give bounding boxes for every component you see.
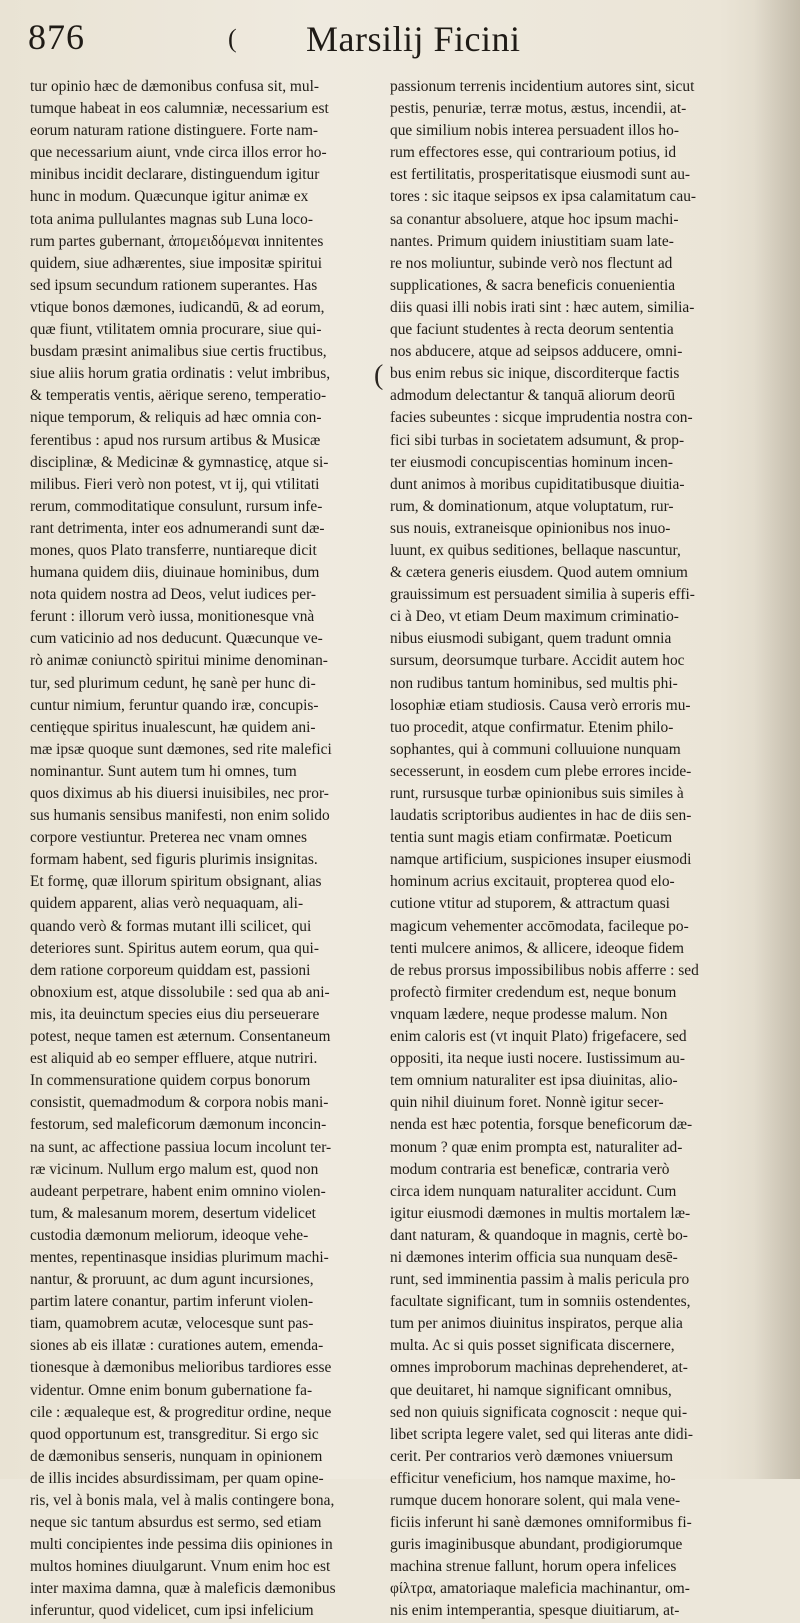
text-line: custodia dæmonum meliorum, ideoque vehe- <box>30 1226 309 1244</box>
text-line: rum, & dominationum, atque voluptatum, rur- <box>390 497 674 515</box>
text-line: multa. Ac si quis posset significata discernere, <box>390 1337 675 1355</box>
text-line: tentia sunt magis etiam confirmatæ. Poeticum <box>390 829 673 847</box>
text-line: cum vaticinio ad nos deducunt. Quæcunque ve- <box>30 630 323 648</box>
text-line: hunc in modum. Quæcunque igitur animæ ex <box>30 188 309 206</box>
text-line: tem omnium naturaliter est ipsa diuinitas, alio- <box>390 1072 678 1090</box>
text-line: que necessarium aiunt, vnde circa illos error ho- <box>30 144 327 162</box>
text-line: machina strenue fallunt, horum opera infelices <box>390 1558 677 1576</box>
text-line: fici sibi turbas in societatem adsumunt, & prop- <box>390 431 685 449</box>
text-line: tuo procedit, atque confirmatur. Etenim philo- <box>390 718 674 736</box>
text-line: multi concipientes inde pessima diis opiniones in <box>30 1536 333 1554</box>
text-line: siones ab eis illatæ : curationes autem, emenda- <box>30 1337 324 1355</box>
text-line: tur, sed plurimum cedunt, hę sanè per hunc di- <box>30 674 316 692</box>
text-line: tur opinio hæc de dæmonibus confusa sit, mul- <box>30 78 319 95</box>
text-line: hominum acrius excitauit, propterea quod elo- <box>390 873 675 891</box>
text-line: cuntur nimium, feruntur quando iræ, concupis- <box>30 696 319 714</box>
text-line: nota quidem nostra ad Deos, velut iudices per- <box>30 586 317 604</box>
text-line: na sunt, ac affectione passiua locum incolunt ter- <box>30 1138 332 1156</box>
text-line: sophantes, qui à communi colluuione nunquam <box>390 740 681 758</box>
text-line: tiam, quamobrem acutæ, velocesque sunt pas- <box>30 1315 314 1333</box>
text-line: magicum vehementer accōmodata, facileque po- <box>390 917 689 935</box>
text-line: quod opportunum est, transgreditur. Si ergo sic <box>30 1425 319 1443</box>
text-line: luunt, ex quibus seditiones, bellaque nascuntur, <box>390 541 681 559</box>
text-line: de rebus prorsus impossibilibus nobis afferre : sed <box>390 961 699 979</box>
text-line: inter maxima damna, quæ à maleficis dæmonibus <box>30 1580 336 1598</box>
text-line: busdam præsint animalibus siue certis fructibus, <box>30 343 327 361</box>
text-line: minibus incidit declarare, distinguendum igitur <box>30 166 320 184</box>
text-line: formam habent, sed figuris plurimis insignitas. <box>30 851 318 869</box>
text-line: nominantur. Sunt autem tum hi omnes, tum <box>30 762 297 780</box>
text-line: losophiæ etiam studiosis. Causa verò erroris mu- <box>390 696 691 714</box>
text-line: quidem apparent, alias verò nequaquam, ali- <box>30 895 304 913</box>
text-line: mentes, repentinasque insidias plurimum machi- <box>30 1248 329 1266</box>
text-line: guris imaginibusque abundant, prodigiorumque <box>390 1536 683 1554</box>
text-line: passionum terrenis incidentium autores sint, sicut <box>390 78 695 95</box>
text-line: φίλτρα, amatoriaque maleficia machinantur, om- <box>390 1580 690 1598</box>
text-line: nis enim intemperantia, spesque diuitiarum, at- <box>390 1602 680 1620</box>
page-edge-shadow <box>754 0 800 1479</box>
text-line: quin nihil diuinum foret. Nonnè igitur secer- <box>390 1094 664 1112</box>
text-line: dem ratione corporeum quiddam est, passioni <box>30 961 311 979</box>
text-line: bus enim rebus sic inique, discorditerque factis <box>390 365 680 383</box>
text-line: nenda est hæc potentia, forsque beneficorum dæ- <box>390 1116 693 1134</box>
text-line: monum ? quæ enim prompta est, naturaliter ad- <box>390 1138 683 1156</box>
text-line: sus nouis, extraneisque opinionibus nos inuo- <box>390 519 671 537</box>
text-line: & temperatis ventis, aërique sereno, temperatio- <box>30 387 327 405</box>
text-line: grauissimum est persuadent similia à superis effi- <box>390 586 695 604</box>
text-line: Et formę, quæ illorum spiritum obsignant, alias <box>30 873 322 891</box>
text-line: tum per animos diuinitus inspiratos, perque alia <box>390 1315 683 1333</box>
text-line: diis quasi illi nobis irati sint : hæc autem, similia- <box>390 298 695 316</box>
text-line: milibus. Fieri verò non potest, vt ij, qui vtilitati <box>30 475 320 493</box>
text-line: omnes improborum machinas deprehenderet, at- <box>390 1359 688 1377</box>
page-number: 876 <box>28 17 85 57</box>
text-line: de dæmonibus senseris, nunquam in opinionem <box>30 1447 323 1465</box>
text-line: modum contraria est beneficæ, contraria verò <box>390 1160 670 1178</box>
text-line: runt, sed imminentia passim à malis pericula pro <box>390 1271 690 1289</box>
text-line: festorum, sed maleficorum dæmonum inconcin- <box>30 1116 327 1134</box>
text-line: sed non quiuis significata cognoscit : neque qui- <box>390 1403 688 1421</box>
page-header <box>28 14 758 70</box>
text-line: dant naturam, & quandoque in magnis, certè bo- <box>390 1226 688 1244</box>
text-line: admodum delectantur & tanquā aliorum deorū <box>390 387 676 405</box>
text-line: deteriores sunt. Spiritus autem eorum, qua qui- <box>30 939 319 957</box>
text-line: vnquam lædere, neque prodesse malum. Non <box>390 1005 668 1023</box>
text-line: sus humanis sensibus manifesti, non enim solido <box>30 807 330 825</box>
text-line: ferentibus : apud nos rursum artibus & Musicæ <box>30 431 321 449</box>
text-line: mæ ipsæ quoque sunt dæmones, sed rite malefici <box>30 740 332 758</box>
text-line: sa conantur absoluere, atque hoc ipsum machi- <box>390 210 679 228</box>
text-line: quæ fiunt, vtilitatem omnia procurare, siue qui- <box>30 321 322 339</box>
text-line: supplicationes, & sacra beneficis conuenientia <box>390 276 676 294</box>
text-line: tota anima pullulantes magnas sub Luna loco- <box>30 210 313 228</box>
text-line: que similium nobis interea persuadent illos ho- <box>390 122 679 140</box>
text-line: ficiis inferunt hi sanè dæmones omniformibus fi- <box>390 1514 692 1532</box>
text-line: cerit. Per contrarios verò dæmones vniuersum <box>390 1447 673 1465</box>
text-line: facies subeuntes : sicque imprudentia nostra con- <box>390 409 693 427</box>
text-line: tenti mulcere animos, & allicere, ideoque fidem <box>390 939 685 957</box>
text-line: humana quidem diis, diuinaue hominibus, dum <box>30 564 320 582</box>
text-line: ci à Deo, vt etiam Deum maximum criminatio- <box>390 608 679 626</box>
text-line: quidem, siue adhærentes, siue impositæ spiritui <box>30 254 322 272</box>
text-line: rum effectores esse, qui contrarioum potius, id <box>390 144 677 162</box>
text-line: obnoxium est, atque dissolubile : sed qua ab ani- <box>30 983 330 1001</box>
text-line: que deuitaret, hi namque significant omnibus, <box>390 1381 672 1399</box>
text-line: siue aliis horum gratia ordinatis : velut imbribus, <box>30 365 331 383</box>
text-line: pestis, penuriæ, terræ motus, æstus, incendii, at- <box>390 100 687 118</box>
left-text-column <box>30 76 376 1623</box>
text-line: eorum naturam ratione distinguere. Forte nam- <box>30 122 319 140</box>
text-line: efficitur veneficium, hos namque maxime, ho- <box>390 1469 676 1487</box>
text-line: In commensuratione quidem corpus bonorum <box>30 1072 311 1090</box>
text-line: non rudibus tantum hominibus, sed multis phi- <box>390 674 678 692</box>
text-line: profectò firmiter credendum est, neque bonum <box>390 983 677 1001</box>
text-line: cile : æqualeque est, & progreditur ordine, neque <box>30 1403 332 1421</box>
text-line: neque sic tantum absurdus est sermo, sed etiam <box>30 1514 322 1532</box>
text-line: consistit, quemadmodum & corpora nobis mani- <box>30 1094 329 1112</box>
text-line: videntur. Omne enim bonum gubernatione fa- <box>30 1381 313 1399</box>
text-line: rerum, commoditatique consulunt, rursum infe- <box>30 497 323 515</box>
text-line: quando verò & formas mutant illi scilicet, qui <box>30 917 312 935</box>
text-line: centięque spiritus inualescunt, hæ quidem ani- <box>30 718 316 736</box>
text-line: mones, quos Plato transferre, nuntiareque dicit <box>30 541 317 559</box>
text-line: rumque ducem honorare solent, qui mala vene- <box>390 1492 681 1509</box>
text-line: est aliquid ab eo semper effluere, atque nutriri. <box>30 1050 318 1068</box>
text-line: rò animæ coniunctò spiritui minime denominan- <box>30 652 328 670</box>
text-line: rant detrimenta, inter eos adnumerandi sunt dæ- <box>30 519 325 537</box>
text-line: cutione vtitur ad stuporem, & attractum quasi <box>390 895 670 913</box>
text-line: partim latere conantur, partim inferunt violen- <box>30 1293 314 1311</box>
running-title: Marsilij Ficini <box>306 19 521 59</box>
text-line: nos abducere, atque ad seipsos adducere, omni- <box>390 343 683 361</box>
text-line: multos homines diuulgarunt. Vnum enim hoc est <box>30 1558 331 1576</box>
text-line: ferunt : illorum verò iussa, monitionesque vnà <box>30 608 315 626</box>
text-line: tionesque à dæmonibus melioribus tardiores esse <box>30 1359 332 1377</box>
text-line: re nos moliuntur, subinde verò nos flectunt ad <box>390 254 673 272</box>
text-line: igitur eiusmodi dæmones in multis mortalem læ- <box>390 1204 691 1222</box>
text-line: namque artificium, suspiciones insuper eiusmodi <box>390 851 692 869</box>
text-line: nantur, & proruunt, ac dum agunt incursiones, <box>30 1271 314 1289</box>
text-line: nibus eiusmodi subigant, quem tradunt omnia <box>390 630 672 648</box>
text-line: est fertilitatis, prosperitatisque eiusmodi sunt au- <box>390 166 691 184</box>
text-line: enim caloris est (vt inquit Plato) frigefacere, sed <box>390 1028 687 1046</box>
text-line: dunt animos à moribus cupiditatibusque diuitia- <box>390 475 685 493</box>
text-line: rum partes gubernant, ἀπομειδόμεναι innitentes <box>30 232 324 250</box>
text-line: tum, & malesanum morem, desertum videlicet <box>30 1204 316 1222</box>
text-line: tores : sic itaque seipsos ex ipsa calamitatum cau- <box>390 188 697 206</box>
text-line: ræ vicinum. Nullum ergo malum est, quod non <box>30 1160 319 1178</box>
text-line: nantes. Primum quidem iniustitiam suam late- <box>390 232 674 250</box>
text-line: secesserunt, in eosdem cum plebe errores incide- <box>390 762 692 780</box>
text-line: sed ipsum secundum rationem superantes. Has <box>30 276 318 294</box>
text-line: & cætera generis eiusdem. Quod autem omnium <box>390 564 688 582</box>
text-line: sursum, deorsumque turbare. Accidit autem hoc <box>390 652 685 670</box>
text-line: circa idem nunquam naturaliter accidunt. Cum <box>390 1182 677 1200</box>
text-line: libet scripta legere valet, sed qui literas ante didi- <box>390 1425 693 1443</box>
text-line: disciplinæ, & Medicinæ & gymnasticę, atque si- <box>30 453 329 471</box>
right-text-column <box>390 76 746 1623</box>
text-line: nique temporum, & reliquis ad hæc omnia con- <box>30 409 322 427</box>
text-line: potest, neque tamen est æternum. Consentaneum <box>30 1028 331 1046</box>
text-line: ris, vel à bonis mala, vel à malis contingere bona, <box>30 1492 335 1509</box>
text-line: runt, rursusque turbæ opinionibus suis similes à <box>390 785 684 802</box>
text-line: laudatis scriptoribus audientes in hac de diis sen- <box>390 807 692 825</box>
header-mark: ( <box>228 24 237 53</box>
text-line: quos diximus ab his diuersi inuisibiles, nec pror- <box>30 785 329 802</box>
text-line: tumque habeat in eos calumniæ, necessarium est <box>30 100 329 118</box>
text-line: facultate significant, tum in somniis ostendentes, <box>390 1293 691 1311</box>
text-line: oppositi, ita neque iusti nocere. Iustissimum au- <box>390 1050 685 1068</box>
text-line: vtique bonos dæmones, iudicandū, & ad eorum, <box>30 298 325 316</box>
text-line: audeant perpetrare, habent enim omnino violen- <box>30 1182 326 1200</box>
text-line: ter eiusmodi concupiscentias hominum incen- <box>390 453 673 471</box>
text-line: ni dæmones interim officia sua nunquam desē- <box>390 1248 678 1266</box>
text-line: mis, ita deuinctum species eius diu perseuerare <box>30 1005 320 1023</box>
text-line: de illis incides absurdissimam, per quam opine- <box>30 1469 324 1487</box>
text-line: corpore vestiuntur. Preterea nec vnam omnes <box>30 829 307 847</box>
text-line: inferuntur, quod videlicet, cum ipsi infelicium <box>30 1602 314 1620</box>
margin-bracket: ( <box>374 360 384 391</box>
text-line: que faciunt studentes à recta deorum sententia <box>390 321 674 339</box>
